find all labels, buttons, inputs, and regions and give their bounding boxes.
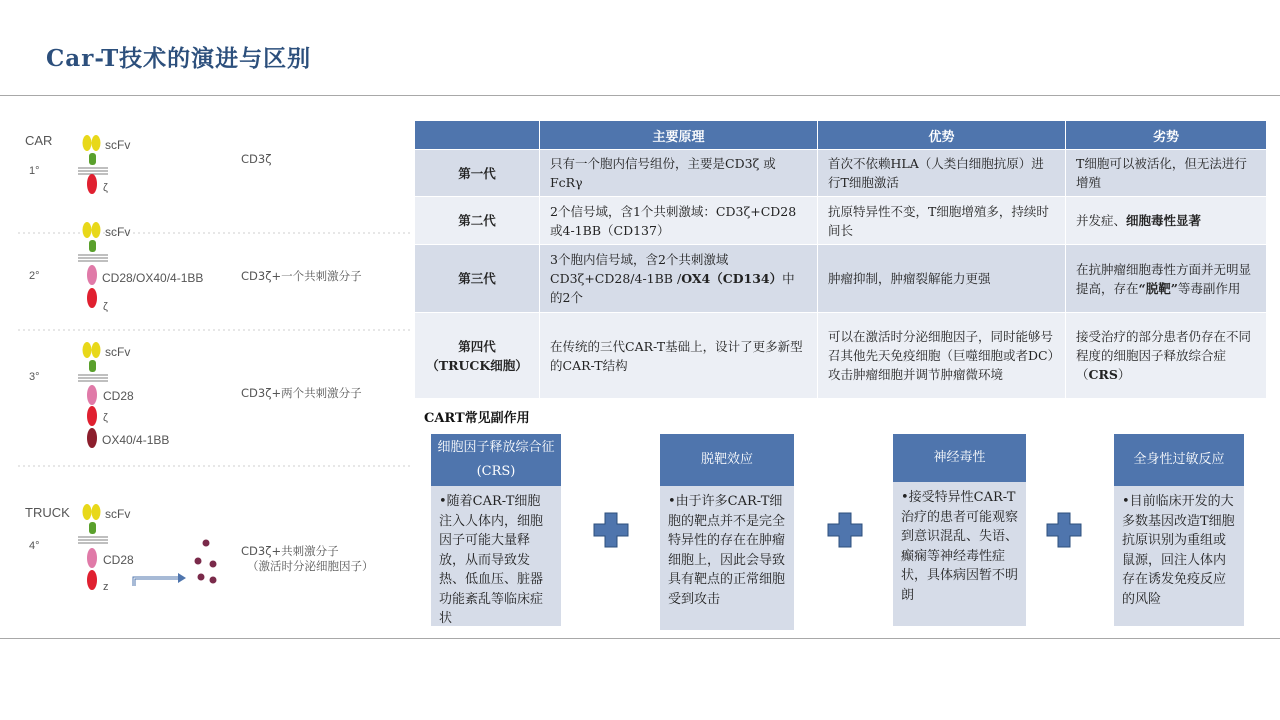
side-effect-card-crs (431, 434, 561, 626)
disadvantage-cell (1066, 197, 1267, 245)
generation-comparison-table (414, 120, 1267, 399)
gen1-label: 1° (29, 165, 40, 177)
car-label: CAR (25, 133, 53, 148)
principle-cell: 只有一个胞内信号组份，主要是CD3ζ 或FcRγ (540, 150, 818, 197)
card-title: 神经毒性 (893, 434, 1026, 482)
table-header-disadvantage: 劣势 (1066, 121, 1267, 150)
table-header-advantage: 优势 (818, 121, 1066, 150)
generation-cell: 第三代 (415, 245, 540, 313)
generation-text: 第四代 (458, 338, 496, 354)
generation-cell: 第二代 (415, 197, 540, 245)
card-body: •随着CAR-T细胞注入人体内，细胞因子可能大量释放，从而导致发热、低血压、脏器功能紊乱等临床症状 (431, 486, 561, 626)
principle-cell (540, 245, 818, 313)
card-body: •接受特异性CAR-T治疗的患者可能观察到意识混乱、失语、癫痫等神经毒性症状，具体病因暂不明朗 (893, 482, 1026, 626)
scfv-label: scFv (105, 225, 131, 239)
zeta-label: ζ (103, 301, 108, 313)
gen1-desc: CD3ζ (241, 152, 272, 166)
car-gen4-molecule (78, 504, 108, 590)
card-body: •目前临床开发的大多数基因改造T细胞抗原识别为重组或鼠源，回注人体内存在诱发免疫反应的风险 (1114, 486, 1244, 626)
side-effect-card-off-target (660, 434, 794, 630)
generation-subtext: （TRUCK细胞） (426, 357, 528, 373)
gen3-label: 3° (29, 371, 40, 383)
principle-cell: 在传统的三代CAR-T基础上，设计了更多新型的CAR-T结构 (540, 313, 818, 399)
gen2-desc: CD3ζ+一个共刺激分子 (241, 269, 362, 283)
scfv-label: scFv (105, 345, 131, 359)
principle-cell: 2个信号域，含1个共刺激域：CD3ζ+CD28或4-1BB（CD137） (540, 197, 818, 245)
top-divider (0, 95, 1280, 96)
table-row (415, 197, 1267, 245)
disadvantage-cell: T细胞可以被活化，但无法进行增殖 (1066, 150, 1267, 197)
card-title: 细胞因子释放综合征(CRS) (431, 434, 561, 486)
table-row (415, 150, 1267, 197)
advantage-cell: 抗原特异性不变，T细胞增殖多，持续时间长 (818, 197, 1066, 245)
cytokine-dots (195, 540, 217, 584)
side-effects-title: CART常见副作用 (424, 411, 530, 426)
table-row (415, 245, 1267, 313)
gen4-desc-line2: （激活时分泌细胞因子） (247, 559, 374, 573)
disadvantage-text: 并发症、 (1076, 213, 1127, 228)
disadvantage-text: 等毒副作用 (1177, 280, 1241, 296)
card-body: •由于许多CAR-T细胞的靶点并不是完全特异性的存在在肿瘤细胞上，因此会导致具有靶点的正常细胞受到攻击 (660, 486, 794, 630)
principle-emphasis: OX4（CD134） (681, 271, 783, 286)
gen2-label: 2° (29, 270, 40, 282)
table-header-principle: 主要原理 (540, 121, 818, 150)
car-gen2-molecule (78, 222, 108, 308)
table-row (415, 313, 1267, 399)
scfv-label: scFv (105, 138, 131, 152)
table-header-empty (415, 121, 540, 150)
principle-text: 中的2个 (550, 271, 795, 305)
principle-text: 3个胞内信号域，含2个共刺激域CD3ζ+CD28/4-1BB / (550, 252, 729, 286)
gen3-desc: CD3ζ+两个共刺激分子 (241, 386, 362, 400)
scfv-label: scFv (105, 507, 131, 521)
gen4-desc-line1: CD3ζ+共刺激分子 (241, 544, 339, 558)
plus-icon (1045, 511, 1083, 549)
ox40-41bb-label: OX40/4-1BB (102, 433, 170, 447)
generation-cell: 第一代 (415, 150, 540, 197)
bottom-divider (0, 638, 1280, 639)
truck-label: TRUCK (25, 505, 70, 520)
disadvantage-emphasis: “脱靶” (1138, 280, 1178, 296)
card-title: 脱靶效应 (660, 434, 794, 486)
disadvantage-cell (1066, 245, 1267, 313)
car-generations-figure (16, 118, 414, 628)
disadvantage-emphasis: CRS (1088, 367, 1118, 382)
table-header-row (415, 121, 1267, 150)
cd28-label: CD28 (103, 553, 134, 567)
cd28-ox40-41bb-label: CD28/OX40/4-1BB (102, 271, 204, 285)
disadvantage-text: ） (1117, 367, 1131, 382)
card-title: 全身性过敏反应 (1114, 434, 1244, 486)
cd28-label: CD28 (103, 389, 134, 403)
side-effect-card-anaphylaxis (1114, 434, 1244, 626)
zeta-label: ζ (103, 182, 108, 194)
secretion-arrow (134, 573, 186, 586)
disadvantage-emphasis: 细胞毒性显著 (1126, 213, 1202, 228)
gen4-label: 4° (29, 540, 40, 552)
side-effect-card-neurotoxicity (893, 434, 1026, 626)
plus-icon (826, 511, 864, 549)
disadvantage-text: 在抗肿瘤细胞毒性方面并无明显提高，存在 (1076, 261, 1252, 296)
advantage-cell: 肿瘤抑制，肿瘤裂解能力更强 (818, 245, 1066, 313)
plus-icon (592, 511, 630, 549)
disadvantage-text: 接受治疗的部分患者仍存在不同程度的细胞因子释放综合症（ (1076, 329, 1252, 382)
advantage-cell: 首次不依赖HLA（人类白细胞抗原）进行T细胞激活 (818, 150, 1066, 197)
z-label: z (103, 581, 109, 593)
zeta-label: ζ (103, 412, 108, 424)
page-title: Car-T技术的演进与区别 (46, 45, 312, 72)
advantage-cell: 可以在激活时分泌细胞因子，同时能够号召其他先天免疫细胞（巨噬细胞或者DC）攻击肿瘤细胞并调节肿瘤微环境 (818, 313, 1066, 399)
generation-cell (415, 313, 540, 399)
disadvantage-cell (1066, 313, 1267, 399)
